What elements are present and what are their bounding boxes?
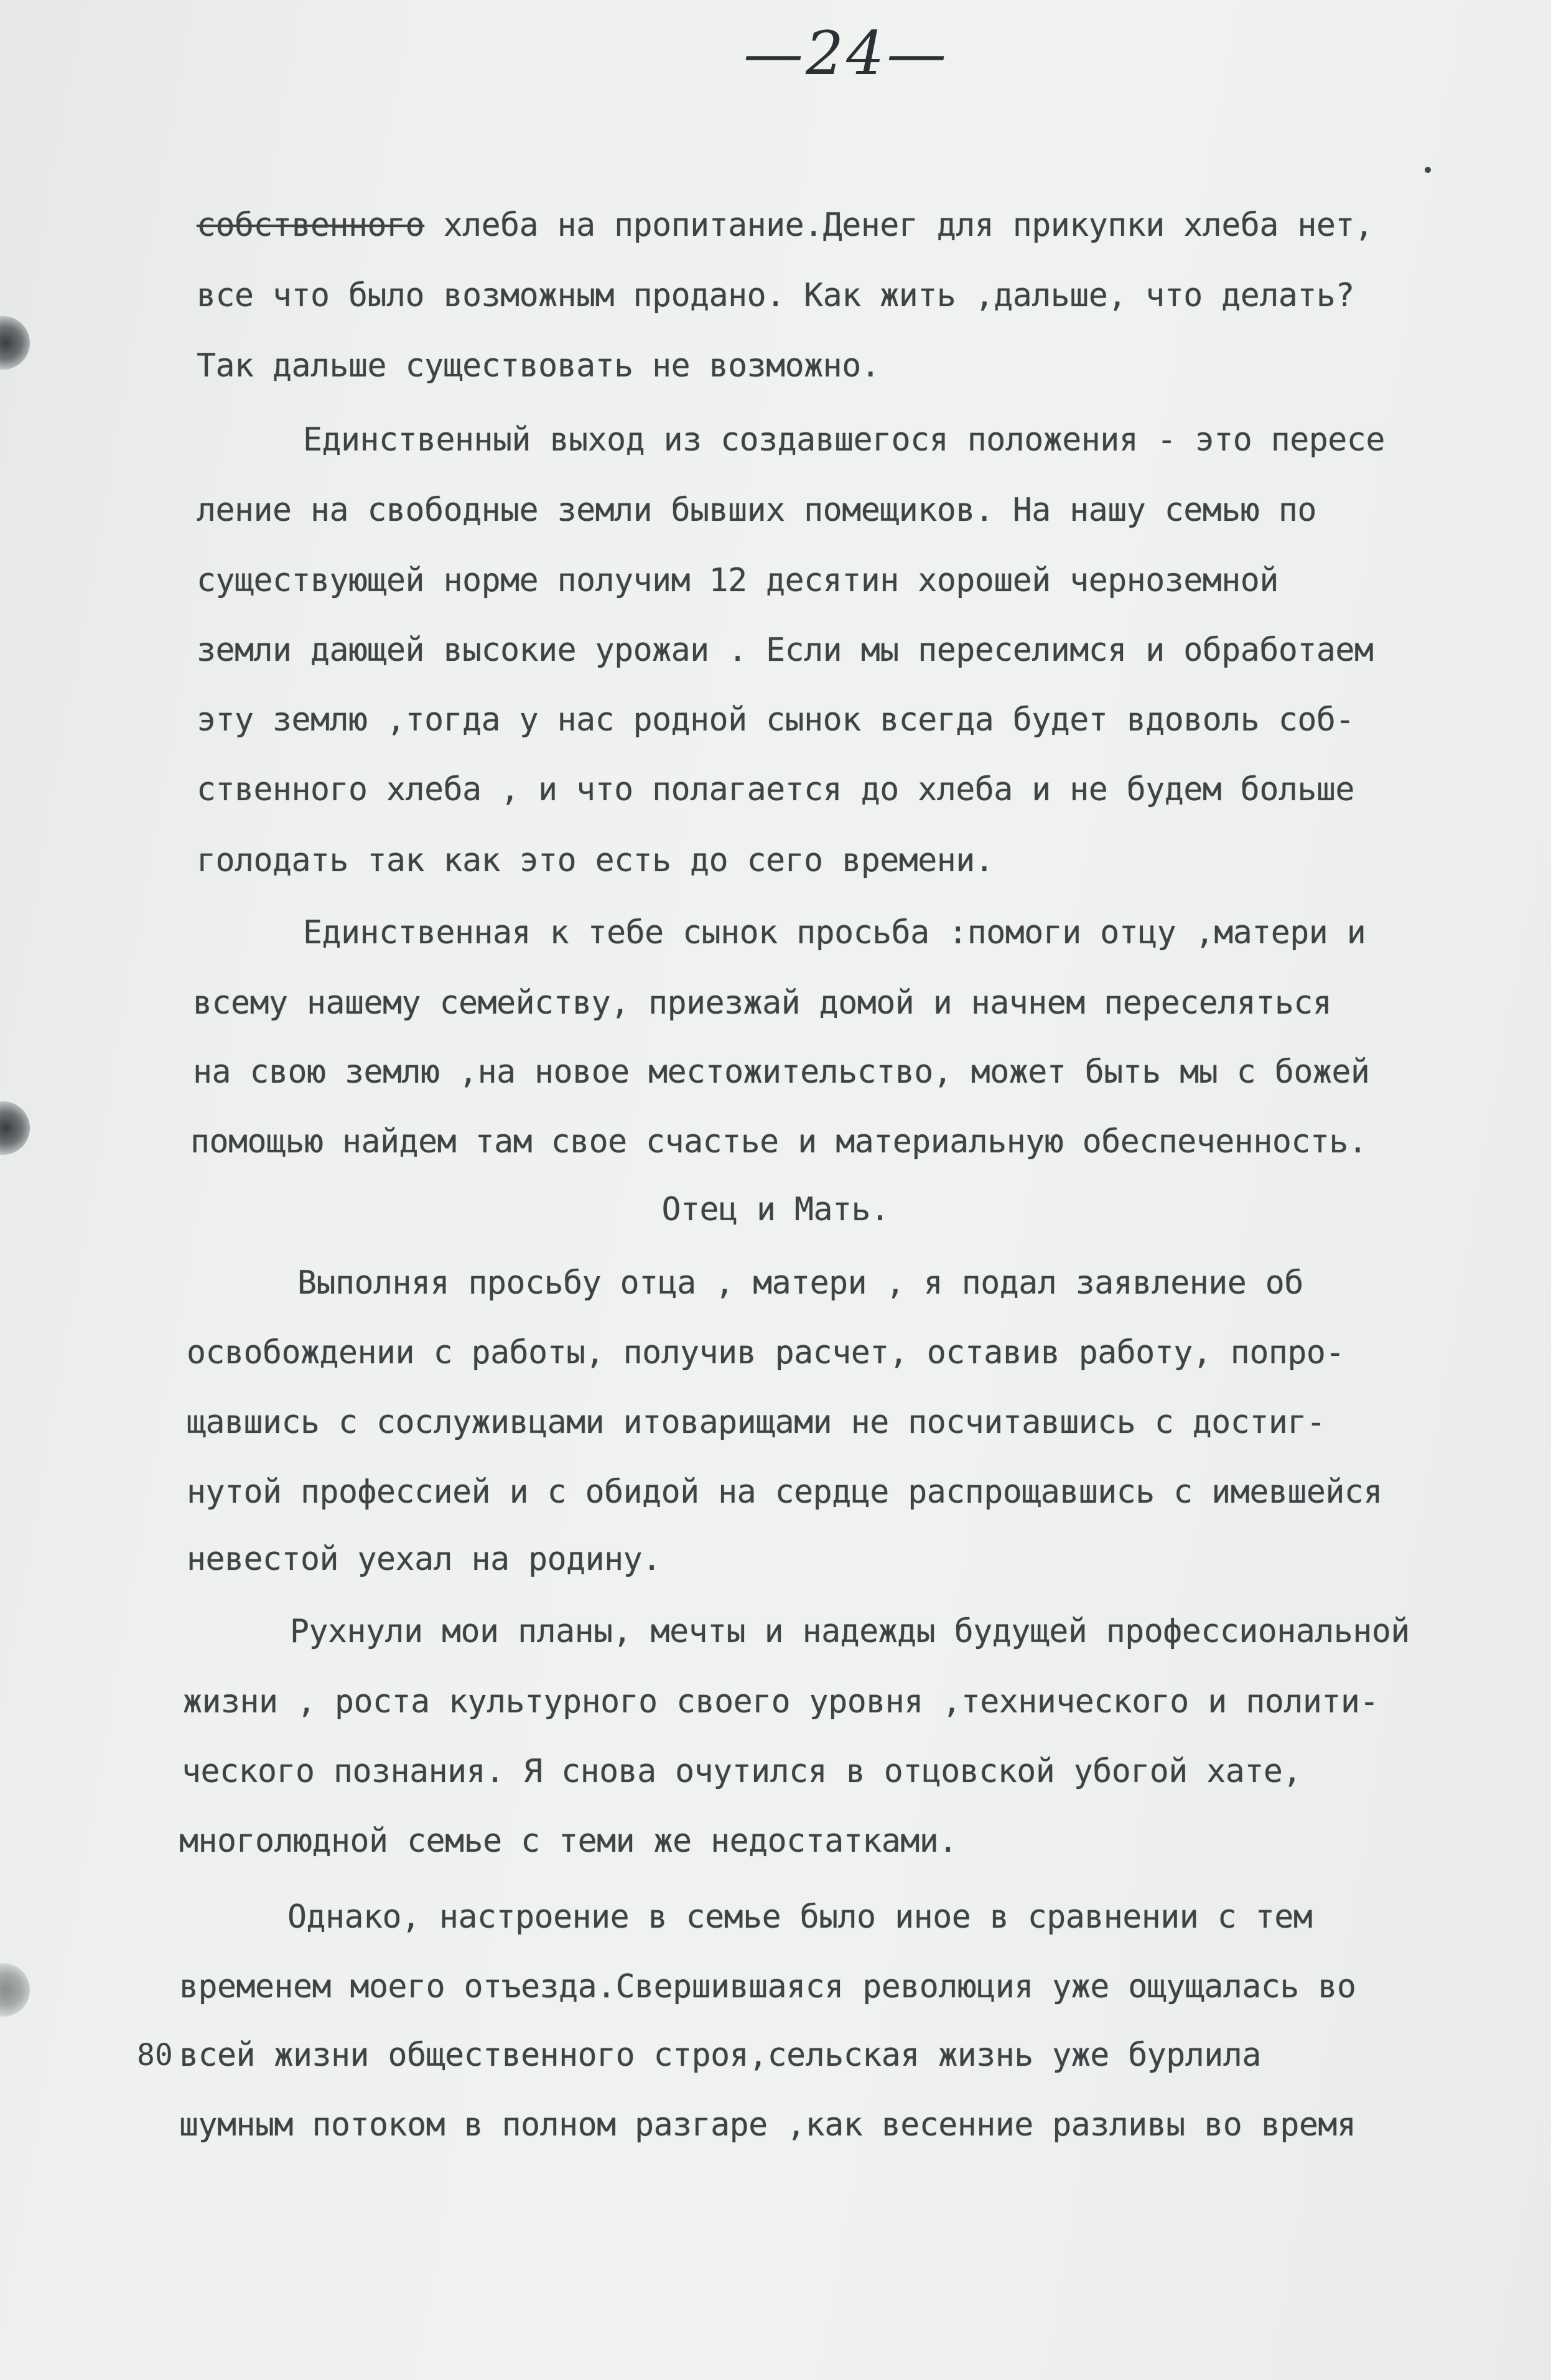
text-line: Выполняя просьбу отца , матери , я подал заявление об	[297, 1264, 1303, 1302]
text-line: ление на свободные земли бывших помещиков. На нашу семью по	[197, 492, 1316, 529]
text-line: щавшись с сослуживцами итоварищами не посчитавшись с достиг-	[187, 1404, 1326, 1441]
text-line: Рухнули мои планы, мечты и надежды будущей профессиональной	[290, 1613, 1410, 1650]
text-line: собственного хлеба на пропитание.Денег для прикупки хлеба нет,	[197, 207, 1374, 244]
text-line: Однако, настроение в семье было иное в сравнении с тем	[287, 1898, 1313, 1936]
margin-number: 80	[137, 2038, 173, 2073]
text-line: ческого познания. Я снова очутился в отцовской убогой хате,	[182, 1753, 1302, 1790]
signature-line: Отец и Мать.	[661, 1191, 890, 1228]
text-line: шумным потоком в полном разгаре ,как весенние разливы во время	[179, 2106, 1356, 2144]
text-line: жизни , роста культурного своего уровня ,технического и полити-	[183, 1683, 1379, 1720]
text-line: ственного хлеба , и что полагается до хлеба и не будем больше	[197, 771, 1354, 808]
text-line: Единственный выход из создавшегося положения - это пересе	[303, 421, 1385, 459]
text-line: всему нашему семейству, приезжай домой и начнем переселяться	[193, 984, 1332, 1022]
text-line: земли дающей высокие урожаи . Если мы переселимся и обработаем	[197, 632, 1374, 669]
text-line: освобождении с работы, получив расчет, оставив работу, попро-	[187, 1334, 1344, 1371]
text-line: эту землю ,тогда у нас родной сынок всегда будет вдоволь соб-	[197, 701, 1354, 739]
text-line: помощью найдем там свое счастье и материальную обеспеченность.	[190, 1123, 1367, 1160]
text-line: Так дальше существовать не возможно.	[197, 347, 880, 385]
text-line: невестой уехал на родину.	[187, 1541, 661, 1578]
text-line: временем моего отъезда.Свершившаяся революция уже ощущалась во	[179, 1968, 1356, 2005]
text-line: существующей норме получим 12 десятин хорошей черноземной	[197, 562, 1279, 599]
text-line: все что было возможным продано. Как жить ,дальше, что делать?	[197, 277, 1354, 314]
text-line: всей жизни общественного строя,сельская жизнь уже бурлила	[179, 2037, 1261, 2074]
text-line: многолюдной семье с теми же недостатками.	[179, 1822, 957, 1860]
text-line: на свою землю ,на новое местожительство, может быть мы с божей	[193, 1053, 1370, 1091]
struck-word: собственного	[197, 207, 425, 244]
text-line: голодать так как это есть до сего времени.	[197, 842, 994, 879]
text-line: Единственная к тебе сынок просьба :помоги отцу ,матери и	[303, 914, 1366, 951]
text-line: нутой профессией и с обидой на сердце распрощавшись с имевшейся	[187, 1473, 1382, 1511]
page-number: —24—	[743, 19, 949, 88]
